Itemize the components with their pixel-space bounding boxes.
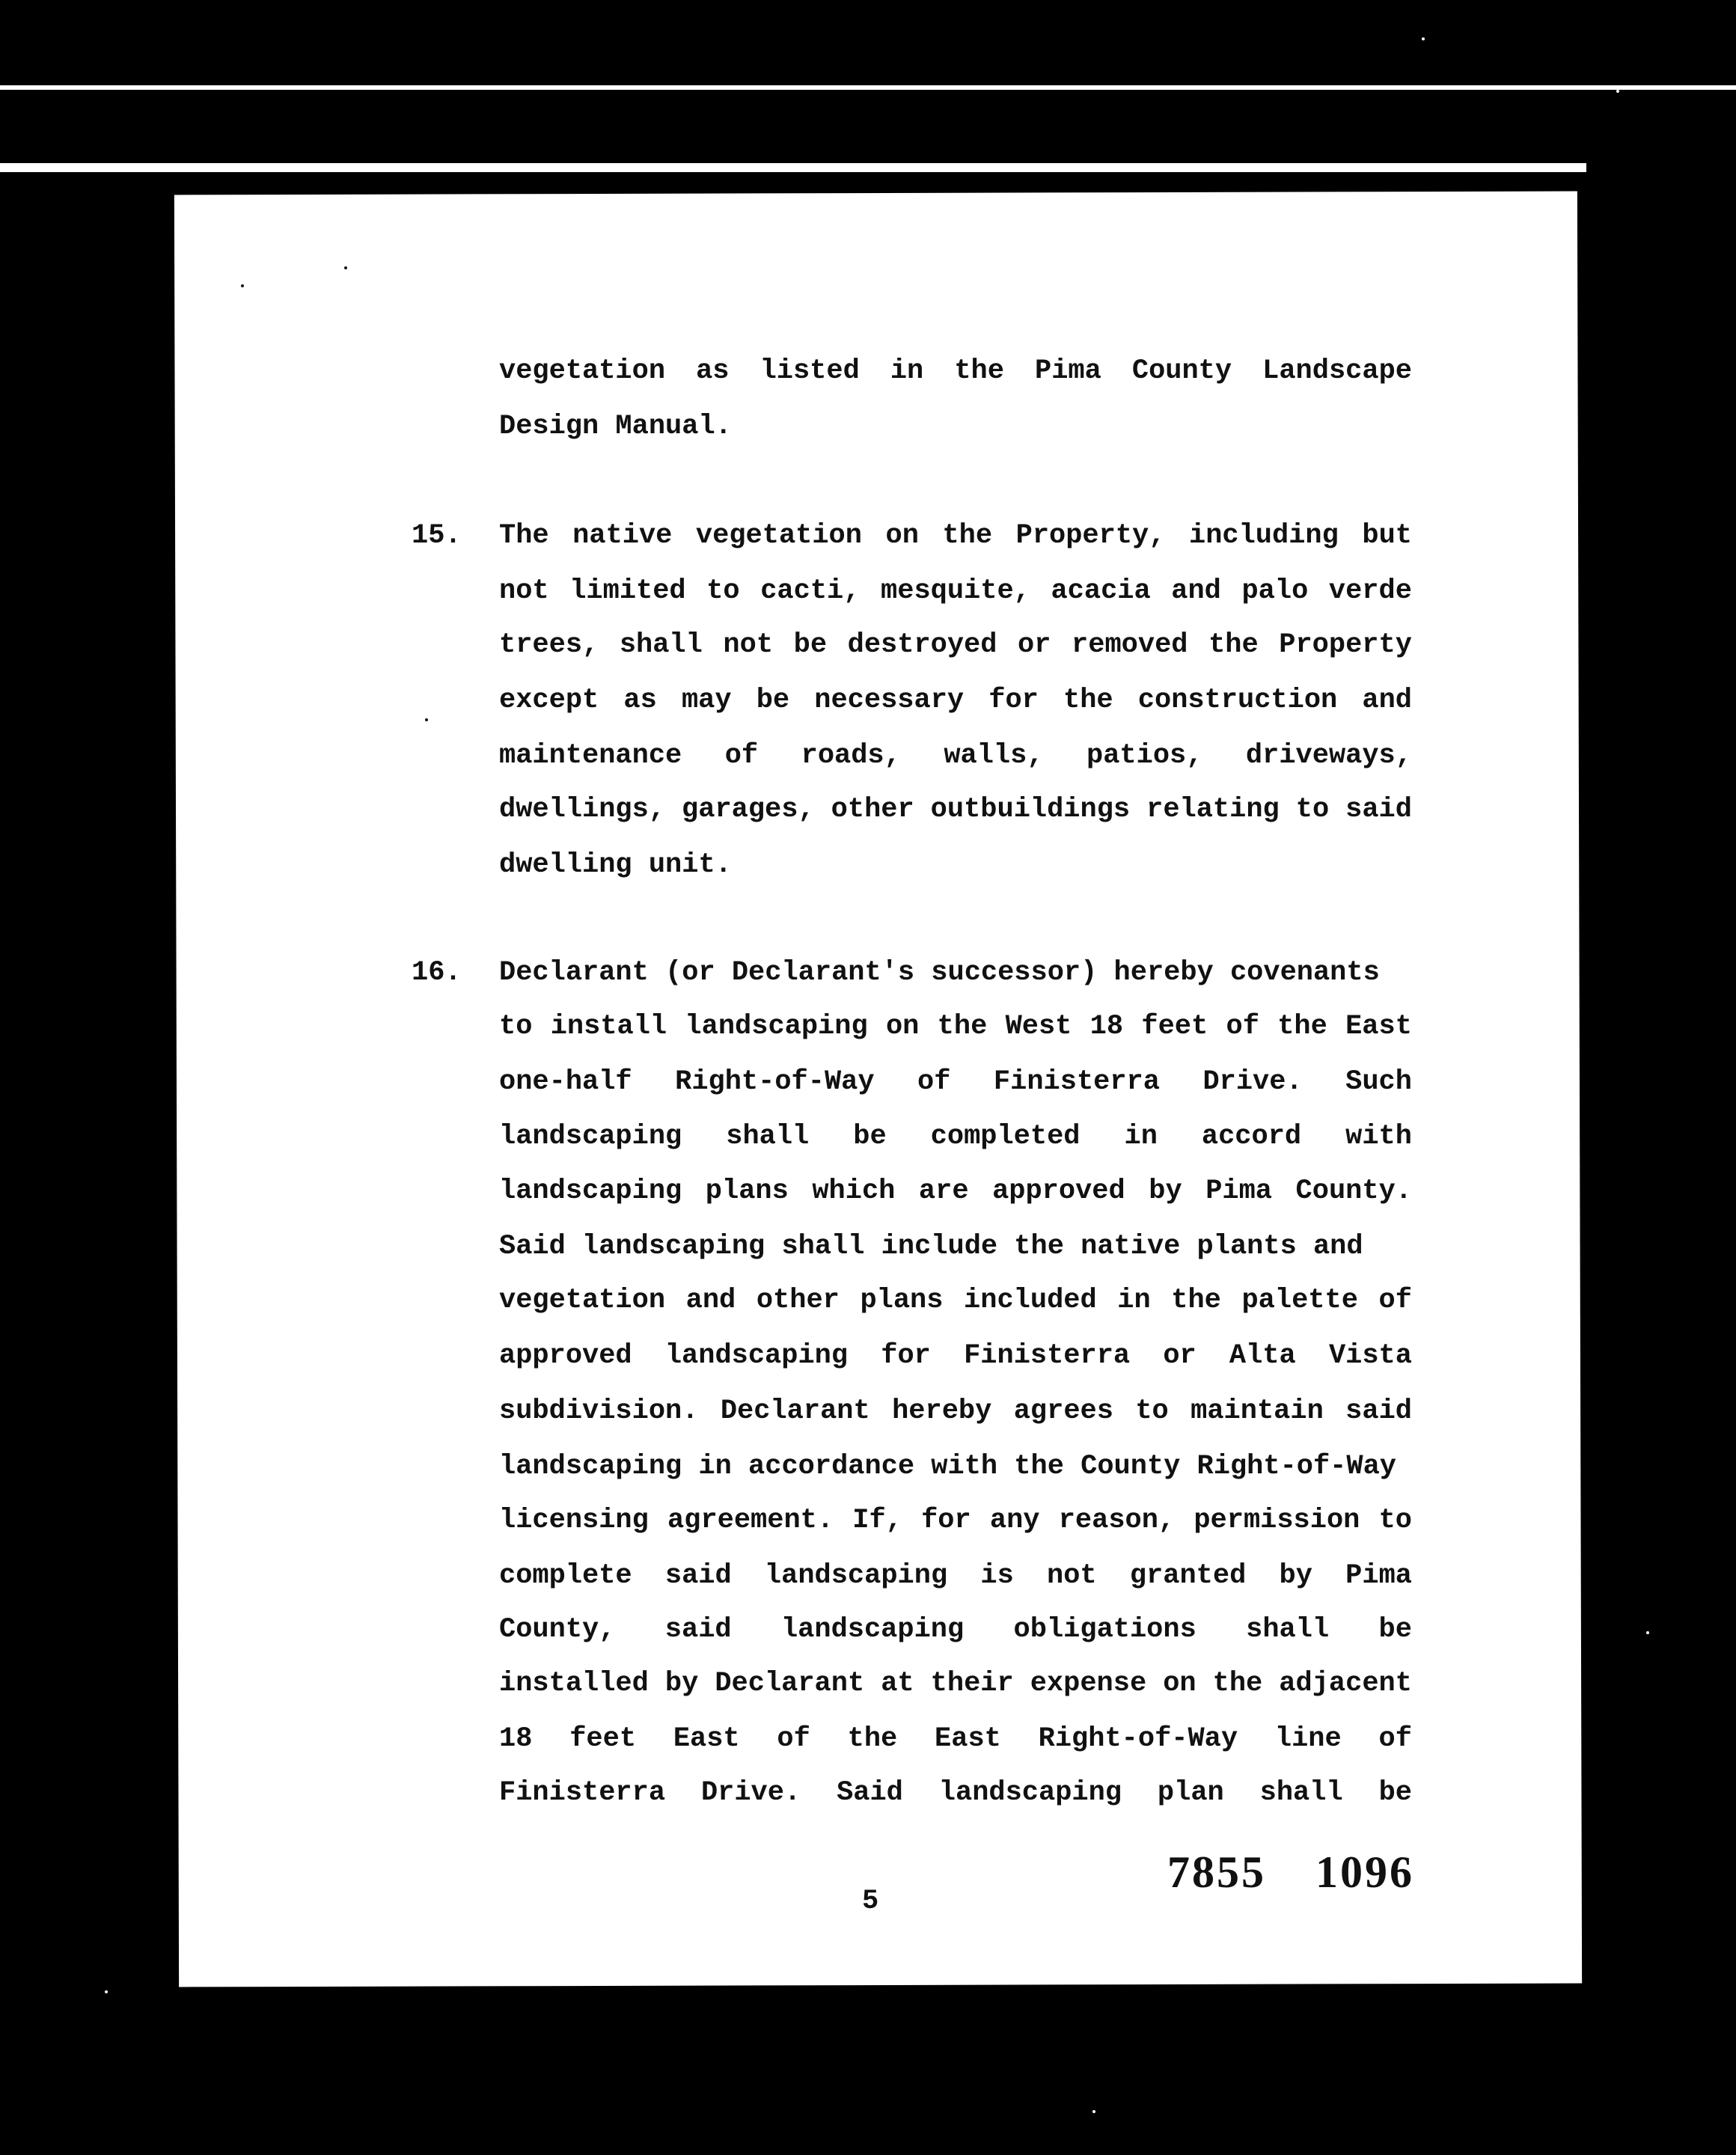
- scan-speck: [1422, 37, 1425, 40]
- clause-number: 15.: [412, 520, 462, 551]
- line-text: Finisterra Drive. Said landscaping plan shall be: [499, 1777, 1412, 1809]
- document-line: [0, 1556, 1736, 1595]
- document-line: [0, 572, 1736, 611]
- line-text: vegetation and other plans included in the palette of: [499, 1285, 1412, 1316]
- line-text: subdivision. Declarant hereby agrees to maintain said: [499, 1396, 1412, 1427]
- line-text: to install landscaping on the West 18 feet of the East: [499, 1011, 1412, 1042]
- document-line: [0, 1172, 1736, 1211]
- scan-speck: [1616, 90, 1619, 93]
- scan-speck: [1646, 1631, 1649, 1634]
- document-line: [0, 516, 1736, 555]
- line-text: approved landscaping for Finisterra or Alta Vista: [499, 1340, 1412, 1372]
- recording-book-number: 7855: [1167, 1847, 1266, 1897]
- line-text: Design Manual.: [499, 411, 732, 442]
- document-line: [0, 1720, 1736, 1758]
- document-line: [0, 1063, 1736, 1101]
- scan-speck: [1092, 2110, 1095, 2113]
- document-line: [0, 736, 1736, 775]
- document-line: [0, 1501, 1736, 1540]
- line-text: not limited to cacti, mesquite, acacia and palo verde: [499, 575, 1412, 607]
- line-text: maintenance of roads, walls, patios, driveways,: [499, 740, 1412, 771]
- document-line: [0, 1447, 1736, 1486]
- document-line: [0, 1392, 1736, 1431]
- line-text: one-half Right-of-Way of Finisterra Drive. Such: [499, 1066, 1412, 1098]
- recording-page-number: 1096: [1315, 1847, 1414, 1897]
- scan-edge-second: [0, 163, 1586, 172]
- line-text: 18 feet East of the East Right-of-Way line of: [499, 1723, 1412, 1755]
- page-number: 5: [862, 1886, 879, 1917]
- document-line: [0, 1281, 1736, 1320]
- line-text: Declarant (or Declarant's successor) hereby covenants: [499, 957, 1380, 988]
- line-text: Said landscaping shall include the native plants and: [499, 1231, 1363, 1262]
- document-line: [0, 626, 1736, 664]
- document-line: [0, 352, 1736, 391]
- line-text: complete said landscaping is not granted by Pima: [499, 1560, 1412, 1592]
- scan-edge-top: [0, 85, 1736, 90]
- page-speck: [425, 718, 428, 721]
- line-text: dwelling unit.: [499, 849, 732, 881]
- line-text: trees, shall not be destroyed or removed the Property: [499, 629, 1412, 661]
- document-line: [0, 1610, 1736, 1649]
- line-text: vegetation as listed in the Pima County Landscape: [499, 355, 1412, 387]
- document-line: [0, 1007, 1736, 1046]
- document-line: [0, 407, 1736, 446]
- document-line: [0, 1773, 1736, 1812]
- page-speck: [241, 284, 244, 287]
- line-text: landscaping in accordance with the County Right-of-Way: [499, 1451, 1396, 1482]
- line-text: installed by Declarant at their expense on the adjacent: [499, 1668, 1412, 1699]
- line-text: landscaping shall be completed in accord with: [499, 1121, 1412, 1152]
- scan-speck: [105, 1990, 108, 1993]
- document-line: [0, 953, 1736, 992]
- clause-number: 16.: [412, 957, 462, 988]
- line-text: except as may be necessary for the construction and: [499, 685, 1412, 716]
- document-line: [0, 681, 1736, 720]
- line-text: dwellings, garages, other outbuildings relating to said: [499, 794, 1412, 825]
- line-text: licensing agreement. If, for any reason, permission to: [499, 1505, 1412, 1536]
- document-line: [0, 1664, 1736, 1703]
- document-line: [0, 790, 1736, 829]
- page-speck: [344, 266, 347, 269]
- line-text: landscaping plans which are approved by Pima County.: [499, 1176, 1412, 1207]
- scan-speck: [1534, 988, 1537, 991]
- document-line: [0, 1227, 1736, 1266]
- line-text: County, said landscaping obligations shall be: [499, 1614, 1412, 1645]
- document-line: [0, 1336, 1736, 1375]
- line-text: The native vegetation on the Property, including but: [499, 520, 1412, 551]
- document-line: [0, 1117, 1736, 1156]
- document-line: [0, 846, 1736, 884]
